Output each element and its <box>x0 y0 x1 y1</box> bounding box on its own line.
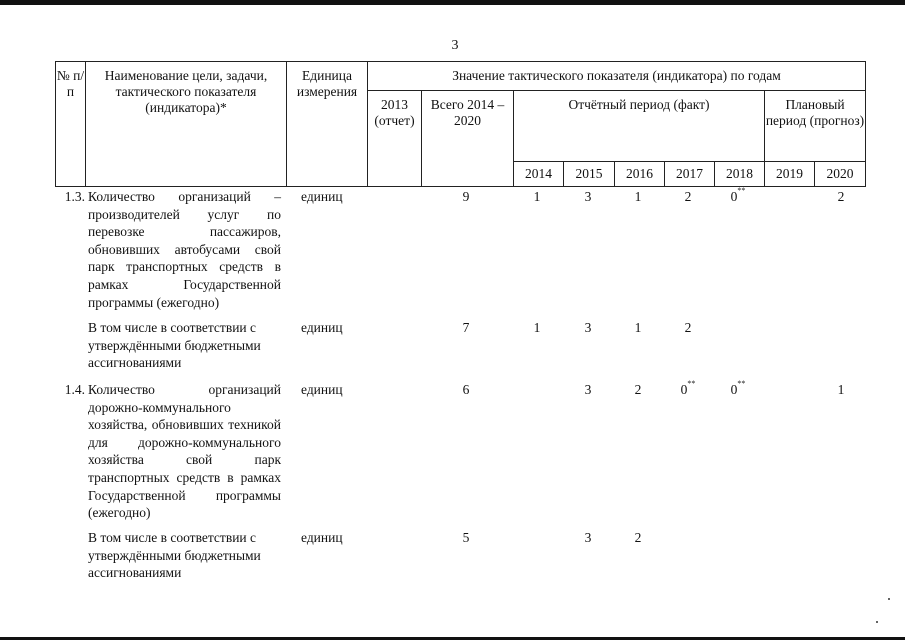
row-number: 1.3. <box>64 189 85 204</box>
value-2016: 2 <box>634 530 642 545</box>
value-2017: 2 <box>684 189 692 204</box>
row-name: В том числе в соответствии с утверждёнными бюджетными ассигнованиями <box>88 320 261 371</box>
header-name: Наименование цели, задачи, тактического показателя (индикатора)* <box>86 62 287 187</box>
year-2020: 2020 <box>815 162 866 187</box>
row-name: В том числе в соответствии с утверждёнными бюджетными ассигнованиями <box>88 530 261 581</box>
header-plan: Плановый период (прогноз) <box>765 91 866 162</box>
value-2018: 0** <box>730 379 746 397</box>
value-2015: 3 <box>584 320 592 335</box>
row-unit: единиц <box>301 189 343 204</box>
year-2015: 2015 <box>564 162 615 187</box>
footnote-mark: ** <box>737 186 746 195</box>
value-2014: 1 <box>533 320 541 335</box>
value-2020: 2 <box>837 189 845 204</box>
table-header <box>55 61 866 187</box>
year-2017: 2017 <box>665 162 715 187</box>
year-2014: 2014 <box>514 162 564 187</box>
row-unit: единиц <box>301 320 343 335</box>
header-2013: 2013 (отчет) <box>368 91 422 187</box>
value-total: 9 <box>462 189 470 204</box>
value-2014: 1 <box>533 189 541 204</box>
header-total: Всего 2014 – 2020 <box>422 91 514 187</box>
value-total: 6 <box>462 382 470 397</box>
value-2015: 3 <box>584 382 592 397</box>
value-2015: 3 <box>584 530 592 545</box>
header-values: Значение тактического показателя (индикатора) по годам <box>368 62 866 91</box>
year-2019: 2019 <box>765 162 815 187</box>
value-2020: 1 <box>837 382 845 397</box>
header-num: № п/п <box>56 62 86 187</box>
value-total: 5 <box>462 530 470 545</box>
page-number: 3 <box>451 38 459 53</box>
row-name: Количество организаций дорожно-коммунального хозяйства, обновивших техникой для дорожно-коммунального хозяйства свой парк транспортных средств в рамках Государственной программы (ежегодно) <box>88 382 281 521</box>
scan-speck <box>888 598 890 600</box>
row-number: 1.4. <box>64 382 85 397</box>
footnote-mark: ** <box>687 379 696 388</box>
value-2016: 2 <box>634 382 642 397</box>
value-2015: 3 <box>584 189 592 204</box>
header-unit: Единица измерения <box>287 62 368 187</box>
row-unit: единиц <box>301 530 343 545</box>
value-2017: 0** <box>680 379 696 397</box>
top-border <box>0 0 905 5</box>
year-2018: 2018 <box>715 162 765 187</box>
footnote-mark: ** <box>737 379 746 388</box>
row-unit: единиц <box>301 382 343 397</box>
row-name: Количество организаций – производителей услуг по перевозке пассажиров, обновивших автобусами свой парк транспортных средств в рамках Государственной программы (ежегодно) <box>88 189 281 310</box>
value-total: 7 <box>462 320 470 335</box>
value-2016: 1 <box>634 189 642 204</box>
value-2017: 2 <box>684 320 692 335</box>
scan-speck <box>876 621 878 623</box>
year-2016: 2016 <box>615 162 665 187</box>
value-2018: 0** <box>730 186 746 204</box>
value-2016: 1 <box>634 320 642 335</box>
header-fact: Отчётный период (факт) <box>514 91 765 162</box>
